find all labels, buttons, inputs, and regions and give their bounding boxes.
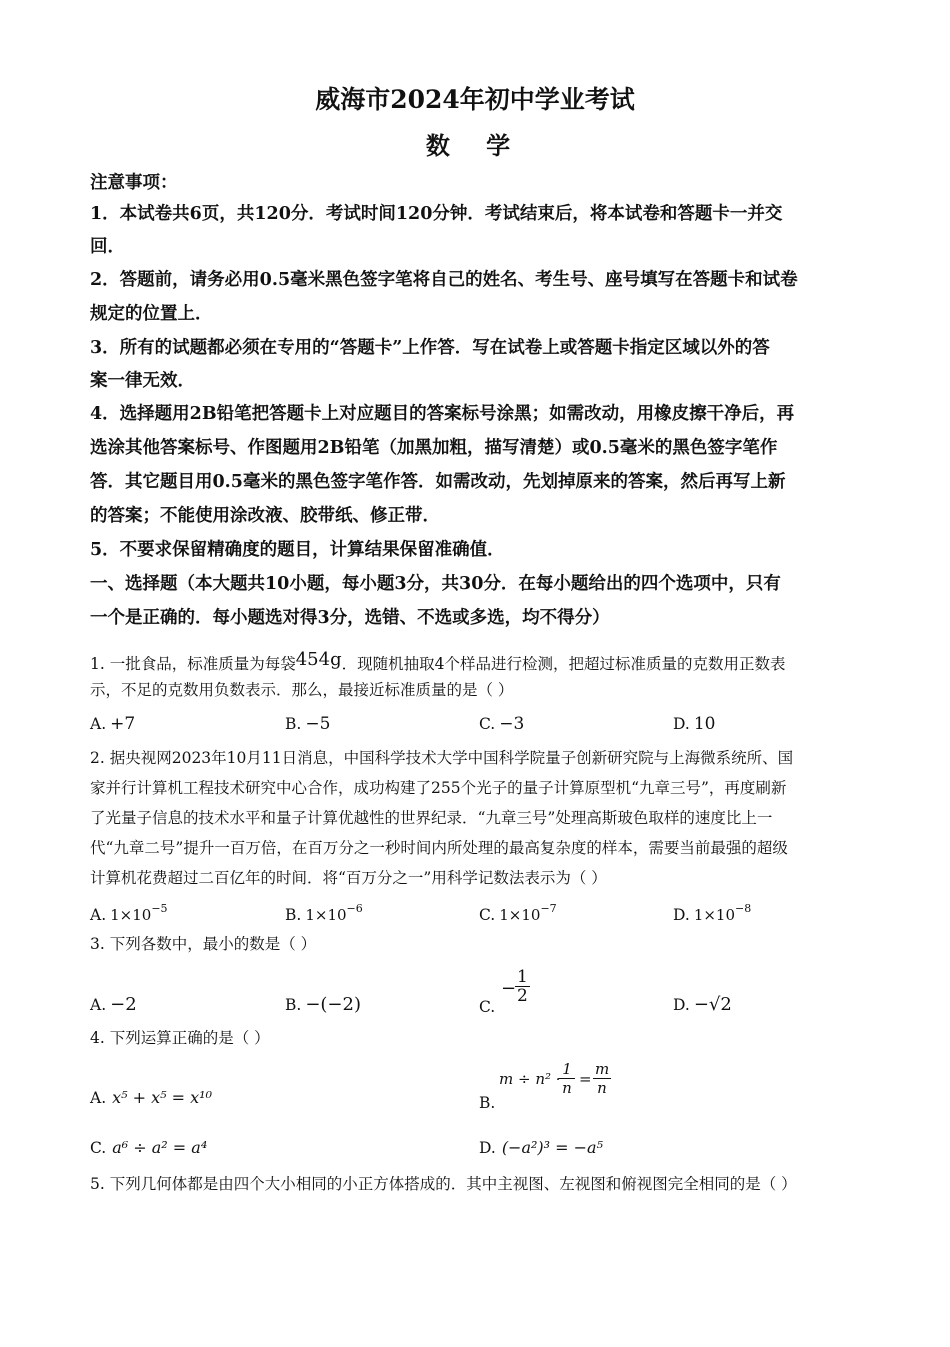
- question-2-stem: 家并行计算机工程技术研究中心合作，成功构建了255个光子的量子计算原型机“九章三号”，再度刷新: [90, 779, 787, 797]
- q3-option-d[interactable]: D. −√2: [673, 994, 732, 1015]
- q2-option-d[interactable]: D. $1\times 10^{-8}$: [673, 902, 752, 924]
- note-line: 规定的位置上．: [90, 304, 213, 324]
- q1-option-d[interactable]: D. 10: [673, 714, 716, 734]
- section-heading: 一、选择题（本大题共10小题，每小题3分，共30分．在每小题给出的四个选项中，只有: [90, 574, 781, 594]
- mass-expression: 454g: [295, 649, 342, 670]
- q2-option-a[interactable]: A. $1\times 10^{-5}$: [90, 902, 168, 924]
- question-5-stem: 5. 下列几何体都是由四个大小相同的小正方体搭成的．其中主视图、左视图和俯视图完全相同的是（ ）: [90, 1175, 797, 1193]
- note-line: 4．选择题用2B铅笔把答题卡上对应题目的答案标号涂黑；如需改动，用橡皮擦干净后，再: [90, 404, 795, 424]
- question-2-stem: 2. 据央视网2023年10月11日消息，中国科学技术大学中国科学院量子创新研究院与上海微系统所、国: [90, 749, 794, 767]
- fraction: $\frac{1}{2}$: [517, 967, 528, 1006]
- q2-option-c[interactable]: C. $1\times 10^{-7}$: [479, 902, 557, 924]
- exam-title: 威海市2024年初中学业考试: [315, 85, 635, 114]
- question-1-stem: 1. 一批食品，标准质量为每袋454g．现随机抽取4个样品进行检测，把超过标准质量的克数用正数表: [90, 649, 786, 673]
- q4-option-c[interactable]: C. a⁶ ÷ a² = a⁴: [90, 1138, 208, 1157]
- q3-option-b[interactable]: B. −(−2): [285, 994, 361, 1015]
- q3-option-a[interactable]: A. −2: [90, 994, 137, 1015]
- note-line: 3．所有的试题都必须在专用的“答题卡”上作答．写在试卷上或答题卡指定区域以外的答: [90, 338, 770, 358]
- question-2-stem: 代“九章二号”提升一百万倍，在百万分之一秒时间内所处理的最高复杂度的样本，需要当前最强的超级: [90, 839, 788, 857]
- note-line: 选涂其他答案标号、作图题用2B铅笔（加黑加粗，描写清楚）或0.5毫米的黑色签字笔作: [90, 438, 778, 458]
- fraction: $\frac{1}{n}$: [559, 1060, 575, 1097]
- section-heading: 一个是正确的．每小题选对得3分，选错、不选或多选，均不得分）: [90, 608, 610, 628]
- note-line: 5．不要求保留精确度的题目，计算结果保留准确值．: [90, 540, 505, 560]
- note-line: 1．本试卷共6页，共120分．考试时间120分钟．考试结束后，将本试卷和答题卡一并交: [90, 204, 783, 224]
- question-2-stem: 计算机花费超过二百亿年的时间．将“百万分之一”用科学记数法表示为（ ）: [90, 869, 607, 887]
- note-line: 案一律无效．: [90, 371, 195, 391]
- note-line: 答．其它题目用0.5毫米的黑色签字笔作答．如需改动，先划掉原来的答案，然后再写上新: [90, 472, 786, 492]
- notes-heading: 注意事项：: [90, 173, 178, 193]
- subject-title: 数 学: [425, 131, 525, 160]
- note-line: 的答案；不能使用涂改液、胶带纸、修正带．: [90, 506, 440, 526]
- note-line: 2．答题前，请务必用0.5毫米黑色签字笔将自己的姓名、考生号、座号填写在答题卡和试卷: [90, 270, 798, 290]
- q2-option-b[interactable]: B. $1\times 10^{-6}$: [285, 902, 363, 924]
- fraction: $\frac{m}{n}$: [595, 1060, 610, 1097]
- q1-option-b[interactable]: B. −5: [285, 714, 331, 734]
- exam-page: 威海市2024年初中学业考试 数 学 注意事项： 1．本试卷共6页，共120分．考试时间120分钟．考试结束后，将本试卷和答题卡一并交 回． 2．答题前，请务必用0.5毫米黑色签字笔将自己的姓名、考生号、座号填写在答题卡和试卷 规定的位置上． 3．所有的试题都必须在专用的“答题卡”上作答．写在试卷上或答题卡指定区域以外的答 案一律无效． 4．选择题用2B铅笔把答题卡上对应题目的答案标号涂黑；如需改动，用橡皮擦干净后，再 选涂其他答案标号、作图题用2B铅笔（加黑加粗，描写清楚）或0.5毫米的黑色签字笔作 答．其它题目用0.5毫米的黑色签字笔作答．如需改动，先划掉原来的答案，然后再写上新 的答案；不能使用涂改液、胶带纸、修正带． 5．不要求保留精确度的题目，计算结果保留准确值． 一、选择题（本大题共10小题，每小题3分，共30分．在每小题给出的四个选项中，只有 一个是正确的．每小题选对得3分，选错、不选或多选，均不得分） 1. 一批食品，标准质量为每袋454g．现随机抽取4个样品进行检测，把超过标准质量的克数用正数表 示，不足的克数用负数表示．那么，最接近标准质量的是（ ） A. +7 B. −5 C. −3 D. 10 2. 据央视网2023年10月11日消息，中国科学技术大学中国科学院量子创新研究院与上海微系统所、国 家并行计算机工程技术研究中心合作，成功构建了255个光子的量子计算原型机“九章三号”，再度刷新 了光量子信息的技术水平和量子计算优越性的世界纪录．“九章三号”处理高斯玻色取样的速度比上一 代“九章二号”提升一百万倍，在百万分之一秒时间内所处理的最高复杂度的样本，需要当前最强的超级 计算机花费超过二百亿年的时间．将“百万分之一”用科学记数法表示为（ ） A. $1\times 10^{-5}$ B. $1\times 10^{-6}$ C. $1\times 10^{-7}$ D. $1\times 10^{-8}$ 3. 下列各数中，最小的数是（ ） A. −2 B. −(−2) C. − $\frac{1}{2}$ D. −√2 4. 下列运算正确的是（ ） A. x⁵ + x⁵ = x¹⁰ B. m ÷ n² · $\frac{1}{n}$ = $\frac{m}{n}$ C. a⁶ ÷ a² = a⁴ D. (−a²)³ = −a⁵ 5. 下列几何体都是由四个大小相同的小正方体搭成的．其中主视图、左视图和俯视图完全相同的是（ ）: [0, 0, 950, 1347]
- question-1-stem-2: 示，不足的克数用负数表示．那么，最接近标准质量的是（ ）: [90, 681, 514, 699]
- q4-option-a[interactable]: A. x⁵ + x⁵ = x¹⁰: [90, 1088, 213, 1107]
- question-4-stem: 4. 下列运算正确的是（ ）: [90, 1029, 270, 1047]
- q1-option-a[interactable]: A. +7: [90, 714, 136, 734]
- question-3-stem: 3. 下列各数中，最小的数是（ ）: [90, 935, 317, 953]
- note-line: 回．: [90, 237, 125, 257]
- question-2-stem: 了光量子信息的技术水平和量子计算优越性的世界纪录．“九章三号”处理高斯玻色取样的速度比上一: [90, 809, 773, 827]
- q1-option-c[interactable]: C. −3: [479, 714, 525, 734]
- q4-option-d[interactable]: D. (−a²)³ = −a⁵: [479, 1138, 604, 1157]
